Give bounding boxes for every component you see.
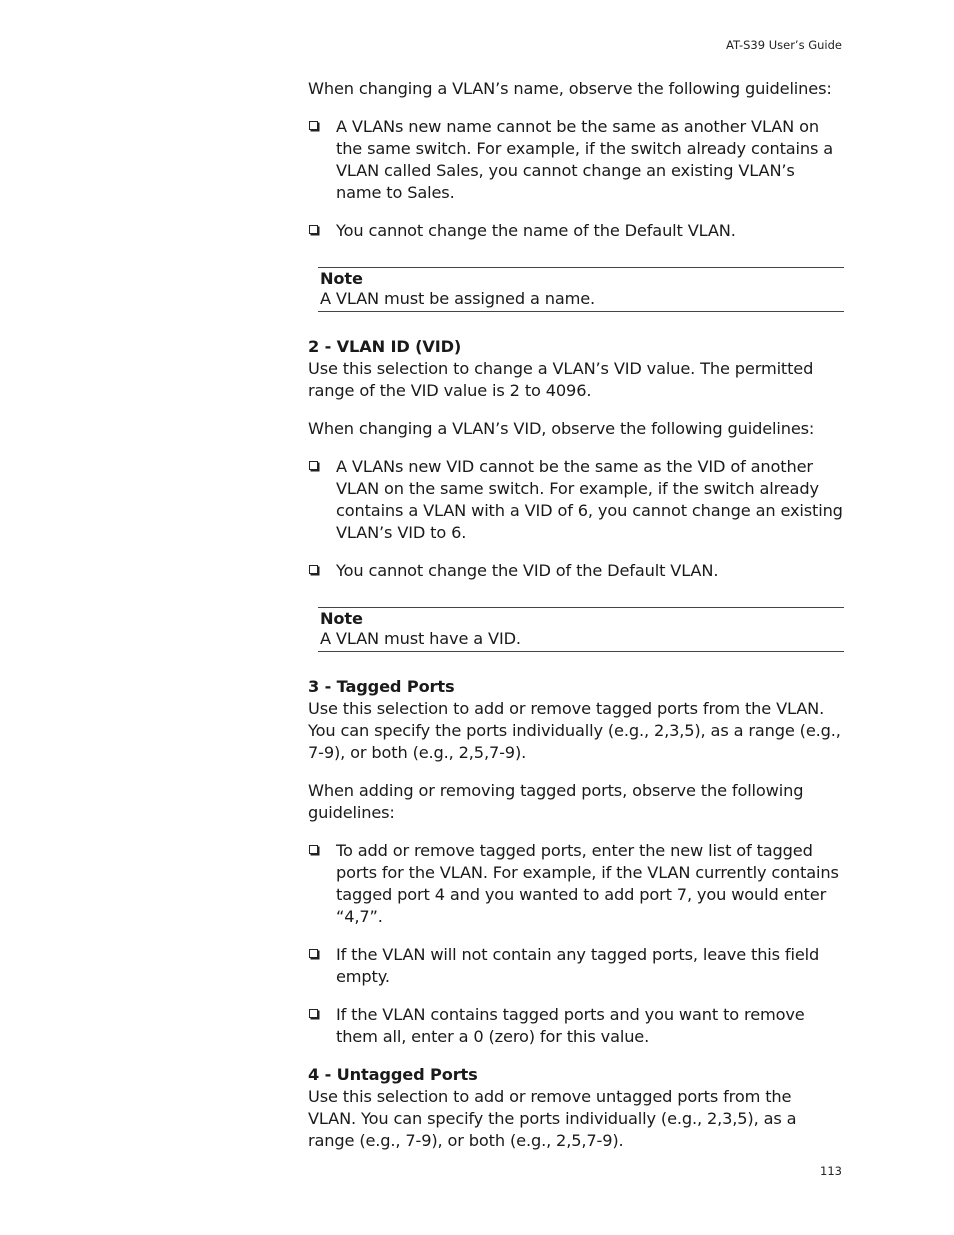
checkbox-bullet-icon xyxy=(309,461,318,470)
bullet-text: To add or remove tagged ports, enter the new list of tagged ports for the VLAN. For example, if the VLAN currently contains tagged port 4 and you wanted to add port 7, you would enter “4,7”. xyxy=(336,841,839,926)
list-item xyxy=(308,456,844,544)
name-guidelines-intro: When changing a VLAN’s name, observe the following guidelines: xyxy=(308,79,832,98)
list-item xyxy=(308,560,844,582)
page-content xyxy=(308,78,844,1168)
list-item xyxy=(308,220,844,242)
note-text: A VLAN must have a VID. xyxy=(320,629,521,648)
list-item xyxy=(308,116,844,204)
note-text: A VLAN must be assigned a name. xyxy=(320,289,596,308)
note-title: Note xyxy=(320,269,363,288)
checkbox-bullet-icon xyxy=(309,1009,318,1018)
checkbox-bullet-icon xyxy=(309,565,318,574)
list-item xyxy=(308,840,844,928)
checkbox-bullet-icon xyxy=(309,845,318,854)
checkbox-bullet-icon xyxy=(309,121,318,130)
vid-guidelines-intro: When changing a VLAN’s VID, observe the following guidelines: xyxy=(308,419,815,438)
section-heading-untagged-ports: 4 - Untagged Ports xyxy=(308,1065,478,1084)
bullet-text: If the VLAN contains tagged ports and you want to remove them all, enter a 0 (zero) for this value. xyxy=(336,1005,805,1046)
tagged-guidelines-intro: When adding or removing tagged ports, observe the following guidelines: xyxy=(308,781,804,822)
checkbox-bullet-icon xyxy=(309,225,318,234)
note-box xyxy=(318,607,844,652)
section-heading-vlan-id: 2 - VLAN ID (VID) xyxy=(308,337,462,356)
section-description: Use this selection to add or remove untagged ports from the VLAN. You can specify the ports individually (e.g., 2,3,5), as a range (e.g., 7-9), or both (e.g., 2,5,7-9). xyxy=(308,1087,797,1150)
bullet-text: A VLANs new name cannot be the same as another VLAN on the same switch. For example, if the switch already contains a VLAN called Sales, you cannot change an existing VLAN’s name to Sales. xyxy=(336,117,834,202)
section-heading-tagged-ports: 3 - Tagged Ports xyxy=(308,677,455,696)
page-number: 113 xyxy=(820,1164,842,1178)
bullet-text: A VLANs new VID cannot be the same as the VID of another VLAN on the same switch. For example, if the switch already contains a VLAN with a VID of 6, you cannot change an existing VLAN’s VID to 6. xyxy=(336,457,843,542)
list-item xyxy=(308,944,844,988)
bullet-text: You cannot change the VID of the Default VLAN. xyxy=(336,561,719,580)
note-title: Note xyxy=(320,609,363,628)
checkbox-bullet-icon xyxy=(309,949,318,958)
bullet-text: You cannot change the name of the Default VLAN. xyxy=(336,221,736,240)
note-box xyxy=(318,267,844,312)
section-description: Use this selection to change a VLAN’s VID value. The permitted range of the VID value is 2 to 4096. xyxy=(308,359,814,400)
running-header: AT-S39 User’s Guide xyxy=(726,38,842,52)
bullet-text: If the VLAN will not contain any tagged ports, leave this field empty. xyxy=(336,945,820,986)
section-description: Use this selection to add or remove tagged ports from the VLAN. You can specify the ports individually (e.g., 2,3,5), as a range (e.g., 7-9), or both (e.g., 2,5,7-9). xyxy=(308,699,841,762)
list-item xyxy=(308,1004,844,1048)
